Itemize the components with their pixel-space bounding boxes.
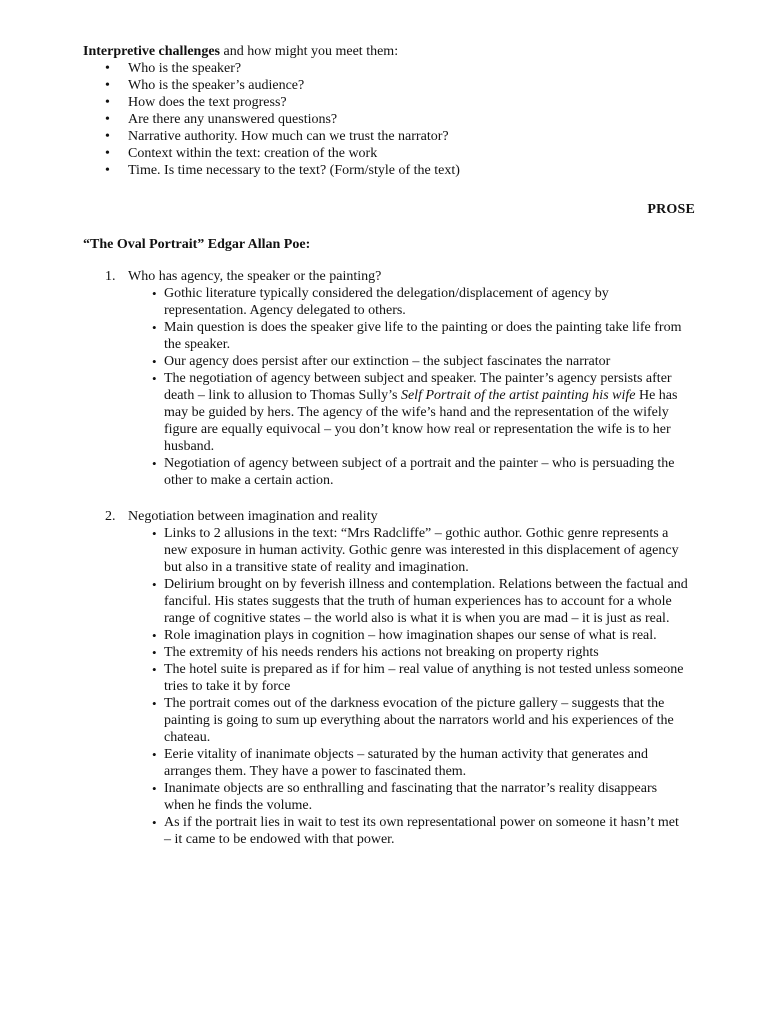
- point-text-before: The negotiation of agency between subject and speaker. The painter’s agency persists after death – link to allusion to Thomas Sully’s: [164, 371, 672, 403]
- prose-label: PROSE: [647, 202, 695, 217]
- list-item: • The hotel suite is prepared as if for him – real value of anything is not tested unless someone tries to take it by force: [164, 661, 688, 695]
- list-item: • Context within the text: creation of the work: [83, 145, 703, 162]
- list-item: • Our agency does persist after our extinction – the subject fascinates the narrator: [164, 353, 688, 370]
- section-heading-text: Who has agency, the speaker or the painting?: [128, 269, 382, 284]
- section-points: [83, 285, 688, 489]
- heading-rest-text: and how might you meet them:: [220, 44, 399, 59]
- list-item: • As if the portrait lies in wait to test its own representational power on someone it hasn’t met – it came to be endowed with that power.: [164, 814, 688, 848]
- interpretive-challenges-heading: [83, 43, 703, 60]
- section-imagination-reality: [83, 508, 688, 848]
- list-item: [164, 370, 688, 455]
- list-item: • Are there any unanswered questions?: [83, 111, 703, 128]
- list-item: • The portrait comes out of the darkness evocation of the picture gallery – suggests that the painting is going to sum up everything about the narrators world and his experiences of the chateau.: [164, 695, 688, 746]
- list-item: • Negotiation of agency between subject of a portrait and the painter – who is persuading the other to make a certain action.: [164, 455, 688, 489]
- list-item: • How does the text progress?: [83, 94, 703, 111]
- list-item: • Role imagination plays in cognition – how imagination shapes our sense of what is real.: [164, 627, 688, 644]
- heading-bold-text: Interpretive challenges: [83, 44, 220, 59]
- section-heading: [83, 508, 688, 525]
- interpretive-challenges-block: [83, 43, 703, 179]
- list-item: • Main question is does the speaker give life to the painting or does the painting take life from the speaker.: [164, 319, 688, 353]
- section-number: 2.: [105, 509, 116, 524]
- section-agency: [83, 268, 688, 489]
- challenges-list: [83, 60, 703, 179]
- list-item: • Inanimate objects are so enthralling and fascinating that the narrator’s reality disappears when he finds the volume.: [164, 780, 688, 814]
- list-item: • Who is the speaker’s audience?: [83, 77, 703, 94]
- list-item: • Who is the speaker?: [83, 60, 703, 77]
- story-title: “The Oval Portrait” Edgar Allan Poe:: [83, 237, 311, 252]
- section-points: [83, 525, 688, 848]
- section-number: 1.: [105, 269, 116, 284]
- list-item: • The extremity of his needs renders his actions not breaking on property rights: [164, 644, 688, 661]
- list-item: • Time. Is time necessary to the text? (Form/style of the text): [83, 162, 703, 179]
- italic-title: Self Portrait of the artist painting his wife: [400, 388, 636, 403]
- list-item: • Delirium brought on by feverish illness and contemplation. Relations between the factual and fanciful. His states suggests that the truth of human experiences has to account for a whole range of cognitive states – the world also is what it is when you are mad – it is just as real.: [164, 576, 688, 627]
- point-text-after: He has may be guided by hers. The agency of the wife’s hand and the representation of the wifely figure are equally equivocal – you don’t know how real or representation the wife is to her husband.: [164, 388, 678, 454]
- list-item: • Links to 2 allusions in the text: “Mrs Radcliffe” – gothic author. Gothic genre represents a new exposure in human activity. Gothic genre was interested in this displacement of agency but also in a transitive state of reality and imagination.: [164, 525, 688, 576]
- section-heading: [83, 268, 688, 285]
- list-item: • Gothic literature typically considered the delegation/displacement of agency by representation. Agency delegated to others.: [164, 285, 688, 319]
- section-heading-text: Negotiation between imagination and reality: [128, 509, 378, 524]
- list-item: • Narrative authority. How much can we trust the narrator?: [83, 128, 703, 145]
- list-item: • Eerie vitality of inanimate objects – saturated by the human activity that generates and arranges them. They have a power to fascinated them.: [164, 746, 688, 780]
